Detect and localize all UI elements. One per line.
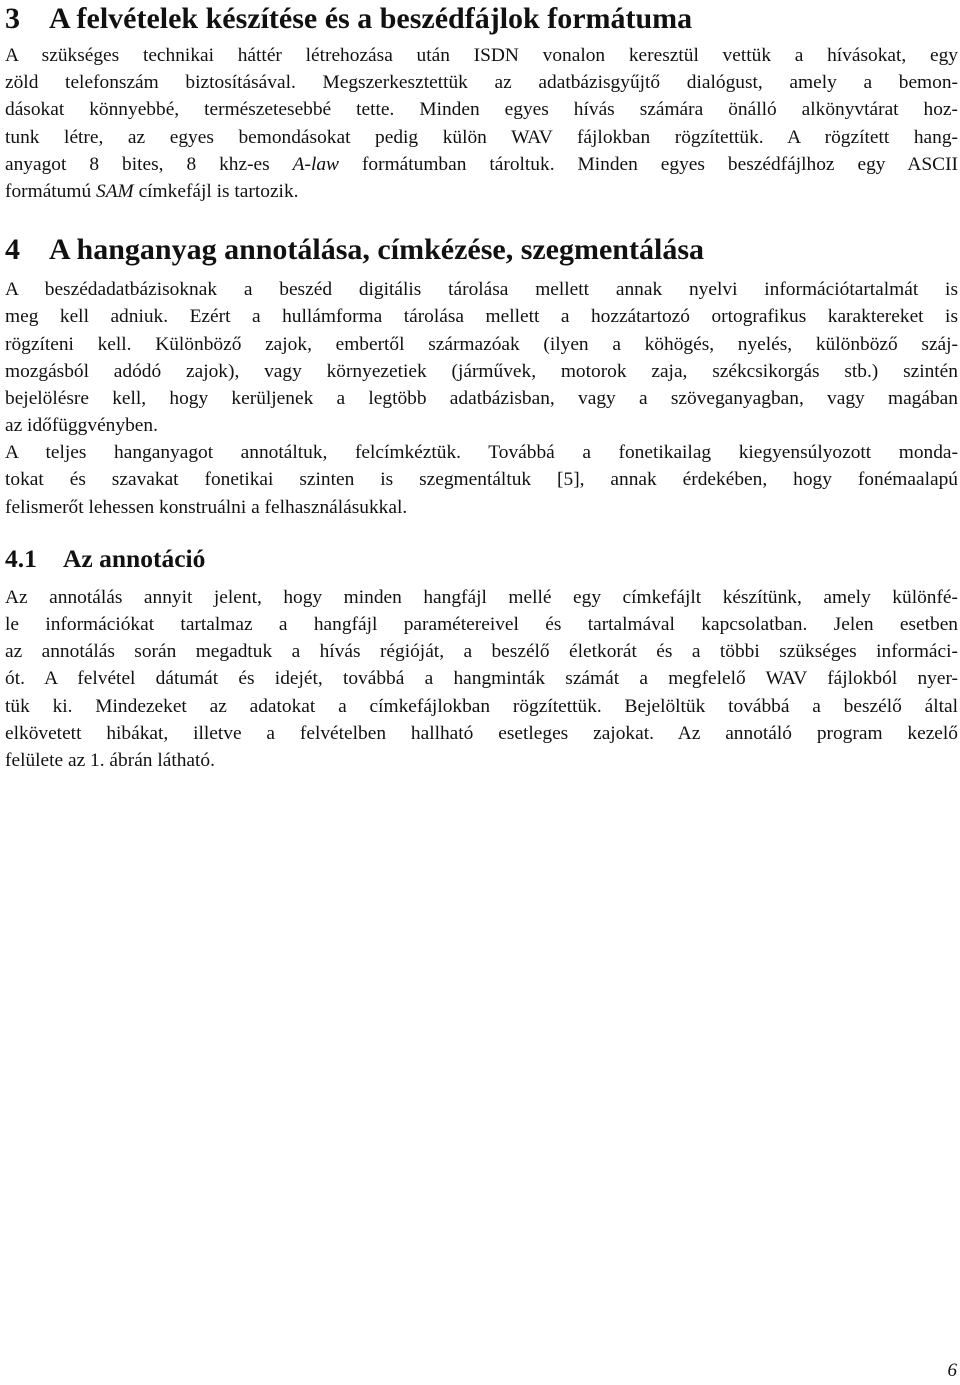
text-line: ót. A felvétel dátumát és idejét, továbbá a hangminták számát a megfelelő WAV fájlokból nyer- [5,668,958,690]
section-3-title: A felvételek készítése és a beszédfájlok formátuma [49,2,693,35]
page-number: 6 [947,1360,957,1381]
section-4-1-title: Az annotáció [63,543,206,573]
text-line: tokat és szavakat fonetikai szinten is szegmentáltuk [5], annak érdekében, hogy fonémaalapú [5,469,958,491]
section-3-heading [5,2,958,36]
section-4-paragraph-1 [5,276,958,439]
text-line: rögzíteni kell. Különböző zajok, embertől származóak (ilyen a köhögés, nyelés, különböző száj- [5,333,958,355]
text-run: formátumban tároltuk. Minden egyes beszédfájlhoz egy ASCII [339,153,958,175]
text-run: formátumú [5,180,97,202]
section-4-title: A hanganyag annotálása, címkézése, szegmentálása [49,233,704,267]
text-line [5,178,958,205]
section-4-number: 4 [5,233,20,267]
section-4-1-paragraph [5,584,958,774]
text-line: mozgásból adódó zajok), vagy környezetiek (járművek, motorok zaja, székcsikorgás stb.) szintén [5,360,958,382]
text-line: felismerőt lehessen konstruálni a felhasználásukkal. [5,496,408,518]
text-line: tunk létre, az egyes bemondásokat pedig külön WAV fájlokban rögzítettük. A rögzített hang- [5,126,958,148]
text-line: bejelölésre kell, hogy kerüljenek a legtöbb adatbázisban, vagy a szöveganyagban, vagy magában [5,387,958,409]
text-run: anyagot 8 bites, 8 khz-es [5,153,293,175]
section-4-heading [5,233,958,267]
text-line: le információkat tartalmaz a hangfájl paramétereivel és tartalmával kapcsolatban. Jelen esetben [5,614,958,635]
text-line: A teljes hanganyagot annotáltuk, felcímkéztük. Továbbá a fonetikailag kiegyensúlyozott monda- [5,442,958,464]
text-line: A szükséges technikai háttér létrehozása után ISDN vonalon keresztül vettük a hívásokat, egy [5,45,958,66]
text-line: Az annotálás annyit jelent, hogy minden hangfájl mellé egy címkefájlt készítünk, amely különfé- [5,586,958,608]
section-4-paragraph-2 [5,439,958,521]
text-line: felülete az 1. ábrán látható. [5,749,215,771]
section-3-paragraph [5,42,958,205]
text-line: tük ki. Mindezeket az adatokat a címkefájlokban rögzítettük. Bejelöltük továbbá a beszélő által [5,695,958,717]
italic-term-sam: SAM [96,180,134,202]
section-4-1-heading [5,544,958,574]
text-line: A beszédadatbázisoknak a beszéd digitális tárolása mellett annak nyelvi információtartalmát is [5,279,958,301]
text-run: címkefájl is tartozik. [133,180,299,202]
section-4-1-number: 4.1 [5,543,37,573]
document-page [5,0,958,774]
text-line: az annotálás során megadtuk a hívás régióját, a beszélő életkorát és a többi szükséges informáci- [5,641,958,663]
text-line [5,151,958,178]
text-line: meg kell adniuk. Ezért a hullámforma tárolása mellett a hozzátartozó ortografikus karaktereket is [5,306,958,328]
text-line: elkövetett hibákat, illetve a felvételben hallható esetleges zajokat. Az annotáló program kezelő [5,722,958,744]
text-line: dásokat könnyebbé, természetesebbé tette. Minden egyes hívás számára önálló alkönyvtárat hoz- [5,99,958,121]
text-line: az időfüggvényben. [5,415,158,437]
section-3-number: 3 [5,2,20,35]
italic-term-alaw: A-law [292,153,339,175]
text-line: zöld telefonszám biztosításával. Megszerkesztettük az adatbázisgyűjtő dialógust, amely a bemon- [5,72,958,94]
